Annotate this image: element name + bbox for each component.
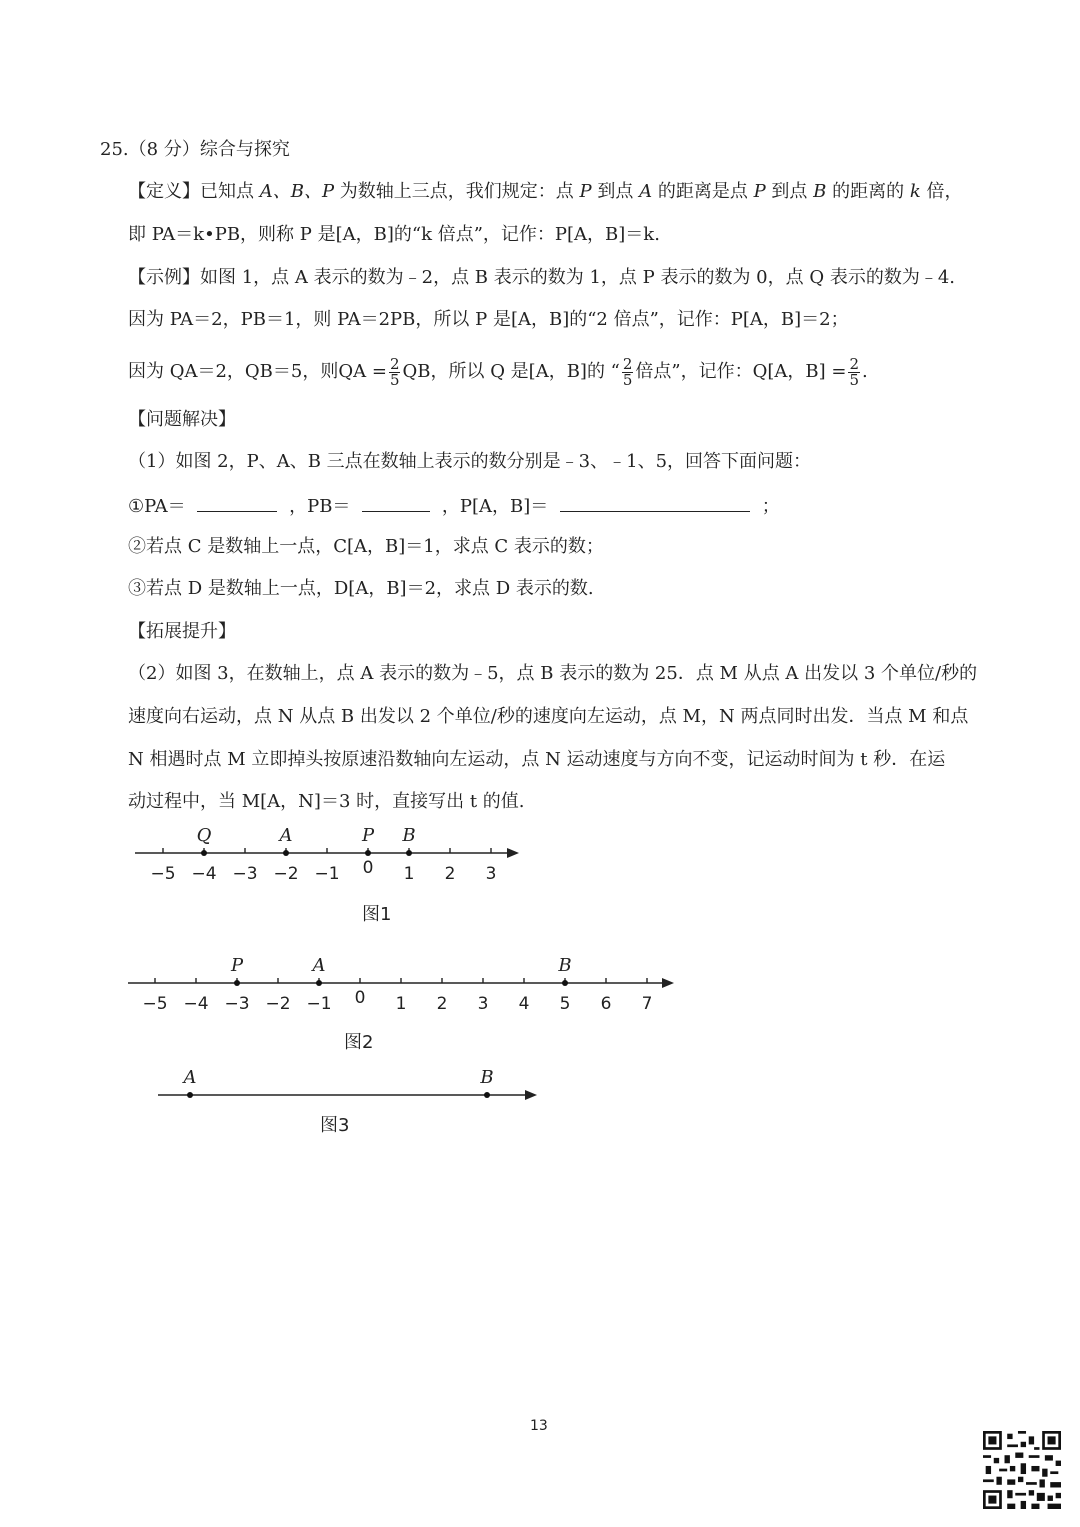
fraction-denominator: 5 (389, 370, 400, 389)
fraction (848, 354, 860, 389)
extension-tag: 【拓展提升】 (128, 621, 236, 642)
tick-label: −5 (150, 864, 176, 884)
question-number: 25. (100, 139, 129, 160)
text: 的距离的 (826, 181, 910, 202)
point-marker (234, 980, 240, 986)
extension-line-4: 动过程中，当 M[A，N]＝3 时，直接写出 t 的值. (128, 791, 525, 812)
text: 倍点”，记作：Q[A，B] = (635, 361, 847, 382)
tick-label: 6 (600, 994, 612, 1014)
point-marker (365, 850, 371, 856)
point-label: Q (196, 825, 212, 846)
figure-2-caption: 图2 (344, 1032, 374, 1053)
text: B (813, 181, 827, 202)
tick-label: 0 (354, 988, 366, 1008)
extension-line-2: 速度向右运动，点 N 从点 B 出发以 2 个单位/秒的速度向左运动，点 M，N 两点同时出发．当点 M 和点 (128, 706, 969, 727)
example-line-3 (128, 352, 868, 392)
answer-blank-pa[interactable] (197, 493, 277, 512)
definition-tag: 【定义】 (128, 181, 200, 202)
definition-line-2: 即 PA＝k•PB，则称 P 是[A，B]的“k 倍点”，记作：P[A，B]＝k. (128, 224, 660, 245)
example-line-1 (128, 266, 955, 290)
tick-label: −1 (314, 864, 340, 884)
fraction-numerator: 2 (622, 354, 633, 373)
point-label: A (312, 955, 326, 976)
extension-line-1: （2）如图 3，在数轴上，点 A 表示的数为﹣5，点 B 表示的数为 25．点 M 从点 A 出发以 3 个单位/秒的 (128, 663, 978, 684)
point-marker (406, 850, 412, 856)
problem-part-1-3: ③若点 D 是数轴上一点，D[A，B]＝2，求点 D 表示的数. (128, 578, 594, 599)
point-label: B (402, 825, 416, 846)
tick-label: 2 (444, 864, 456, 884)
tick-label: −1 (306, 994, 332, 1014)
tick-label: 1 (403, 864, 415, 884)
text: P (579, 181, 592, 202)
tick-label: −2 (273, 864, 299, 884)
tick-label: −3 (232, 864, 258, 884)
qr-code-icon[interactable] (983, 1431, 1061, 1509)
text: A (639, 181, 653, 202)
tick-label: 4 (518, 994, 530, 1014)
tick-label: 3 (485, 864, 497, 884)
question-header (100, 138, 290, 162)
example-tag: 【示例】 (128, 267, 200, 288)
text: P (753, 181, 766, 202)
text: ，P[A，B]＝ (441, 496, 549, 517)
text: QB，所以 Q 是[A，B]的 “ (402, 361, 620, 382)
text: . (862, 361, 868, 382)
tick-label: 5 (559, 994, 571, 1014)
tick-label: −4 (183, 994, 209, 1014)
tick-label: 1 (395, 994, 407, 1014)
text: 到点 (591, 181, 640, 202)
point-label: B (558, 955, 572, 976)
problem-part-1: （1）如图 2，P、A、B 三点在数轴上表示的数分别是﹣3、﹣1、5，回答下面问题： (128, 451, 812, 472)
axis-arrow-icon (507, 848, 519, 858)
problem-tag: 【问题解决】 (128, 409, 236, 430)
text: 已知点 (200, 181, 260, 202)
figure-2-number-line (115, 945, 695, 1025)
point-marker (187, 1092, 193, 1098)
point-label: B (480, 1067, 494, 1088)
page-number: 13 (530, 1418, 548, 1434)
extension-line-3: N 相遇时点 M 立即掉头按原速沿数轴向左运动，点 N 运动速度与方向不变，记运动时间为 t 秒．在运 (128, 749, 946, 770)
tick-label: −5 (142, 994, 168, 1014)
text: ； (761, 496, 780, 517)
fraction-numerator: 2 (849, 354, 860, 373)
fraction-denominator: 5 (622, 370, 633, 389)
point-label: A (183, 1067, 197, 1088)
text: k (909, 181, 921, 202)
tick-label: 7 (641, 994, 653, 1014)
tick-label: 2 (436, 994, 448, 1014)
text: 如图 1，点 A 表示的数为﹣2，点 B 表示的数为 1，点 P 表示的数为 0，点 Q 表示的数为﹣4. (200, 267, 956, 288)
point-marker (316, 980, 322, 986)
text: 为数轴上三点，我们规定：点 (334, 181, 580, 202)
axis-arrow-icon (662, 978, 674, 988)
tick-label: 3 (477, 994, 489, 1014)
text: 到点 (765, 181, 814, 202)
text: ①PA＝ (128, 496, 186, 517)
example-line-2: 因为 PA＝2，PB＝1，则 PA＝2PB，所以 P 是[A，B]的“2 倍点”，记作：P[A，B]＝2； (128, 309, 849, 330)
point-marker (283, 850, 289, 856)
fraction-denominator: 5 (849, 370, 860, 389)
figure-3-number-line (150, 1065, 550, 1110)
question-points: （8 分） (128, 139, 200, 160)
point-label: A (279, 825, 293, 846)
text: A、B、P (259, 181, 335, 202)
tick-label: −2 (265, 994, 291, 1014)
tick-label: −3 (224, 994, 250, 1014)
point-marker (201, 850, 207, 856)
axis-arrow-icon (525, 1090, 537, 1100)
problem-part-1-1 (128, 493, 780, 519)
tick-label: −4 (191, 864, 217, 884)
answer-blank-pb[interactable] (362, 493, 430, 512)
text: 倍， (920, 181, 963, 202)
tick-label: 0 (362, 858, 374, 878)
answer-blank-pab[interactable] (560, 493, 750, 512)
fraction-numerator: 2 (389, 354, 400, 373)
figure-1-number-line (120, 815, 540, 895)
fraction (622, 354, 634, 389)
point-label: P (230, 955, 244, 976)
definition-line-1 (128, 180, 962, 204)
problem-part-1-2: ②若点 C 是数轴上一点，C[A，B]＝1，求点 C 表示的数； (128, 536, 604, 557)
point-label: P (361, 825, 375, 846)
text: 的距离是点 (652, 181, 754, 202)
figure-3-caption: 图3 (320, 1115, 350, 1136)
point-marker (484, 1092, 490, 1098)
point-marker (562, 980, 568, 986)
text: ，PB＝ (289, 496, 351, 517)
question-title: 综合与探究 (199, 139, 290, 160)
figure-1-caption: 图1 (362, 904, 392, 925)
text: 因为 QA＝2，QB＝5，则QA = (128, 361, 387, 382)
fraction (389, 354, 401, 389)
